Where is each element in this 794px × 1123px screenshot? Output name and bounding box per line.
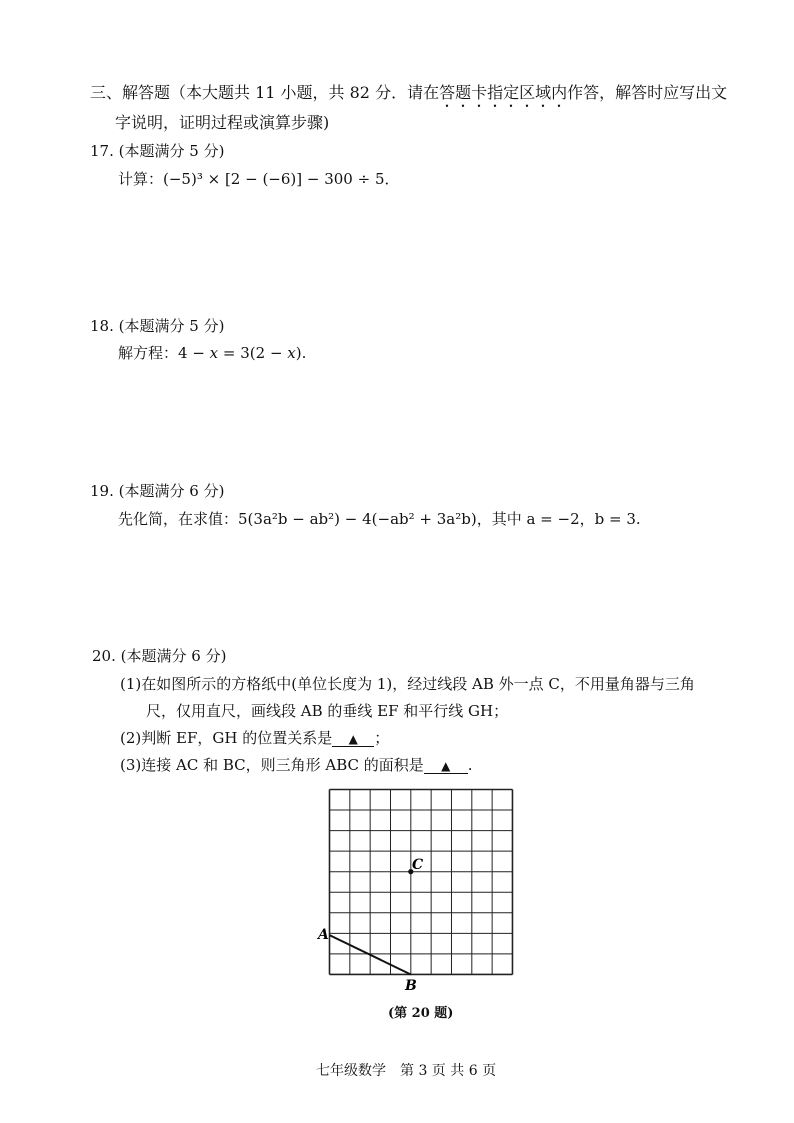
page-footer: 七年级数学 第 3 页 共 6 页 [316, 1063, 497, 1079]
section-title-emphasis: 答题卡指定区域内 [439, 83, 568, 102]
q17-label: 计算： [118, 170, 164, 188]
q20-part1-line2: 尺，仅用直尺，画线段 AB 的垂线 EF 和平行线 GH； [146, 702, 509, 720]
q20-part3-text: (3)连接 AC 和 BC，则三角形 ABC 的面积是 [120, 756, 424, 774]
q18-heading [90, 315, 224, 336]
q18-expr-part: = 3(2 − [218, 344, 288, 362]
q20-number: 20. [92, 647, 116, 665]
label-a: A [318, 927, 329, 943]
grid-lines [330, 790, 513, 975]
q20-part1-line1: (1)在如图所示的方格纸中(单位长度为 1)，经过线段 AB 外一点 C，不用量角器与三角 [120, 675, 695, 693]
q20-score: (本题满分 6 分) [120, 647, 227, 665]
q18-score: (本题满分 5 分) [118, 317, 225, 335]
section-header-line2: 字说明，证明过程或演算步骤) [115, 113, 330, 132]
q20-part2-answer-blank: ▲ [332, 732, 374, 747]
grid-figure [300, 780, 530, 1000]
q20-part3 [120, 754, 473, 775]
q18-body [118, 342, 306, 363]
label-c: C [412, 857, 424, 873]
q18-variable: x [287, 344, 296, 362]
section-title-post: 作答，解答时应写出文 [567, 83, 728, 102]
q19-number: 19. [90, 482, 114, 500]
q20-part2-text: ； [374, 729, 390, 747]
q17-number: 17. [90, 142, 114, 160]
section-title-pre: 三、解答题（本大题共 11 小题，共 82 分．请在 [90, 83, 440, 102]
q17-heading [90, 140, 224, 161]
q18-variable: x [209, 344, 219, 362]
q19-score: (本题满分 6 分) [118, 482, 225, 500]
q20-part2-text: (2)判断 EF，GH 的位置关系是 [120, 729, 333, 747]
q20-part3-answer-blank: ▲ [424, 759, 468, 774]
q20-heading [92, 645, 226, 666]
section-header [90, 80, 727, 111]
q20-part2 [120, 727, 389, 748]
label-b: B [405, 978, 417, 994]
q19-body: 先化简，在求值：5(3a²b − ab²) − 4(−ab² + 3a²b)，其中 a = −2，b = 3. [118, 510, 641, 528]
q17-expression: (−5)³ × [2 − (−6)] − 300 ÷ 5． [163, 170, 400, 188]
q18-expr-part: 4 − [178, 344, 210, 362]
figure-caption: (第 20 题) [388, 1006, 454, 1021]
q20-part3-text: . [467, 756, 473, 774]
q17-body [118, 168, 400, 189]
q17-score: (本题满分 5 分) [118, 142, 225, 160]
q18-expr-part: ). [295, 344, 307, 362]
q18-number: 18. [90, 317, 114, 335]
q19-heading [90, 480, 224, 501]
q18-label: 解方程： [118, 344, 179, 362]
